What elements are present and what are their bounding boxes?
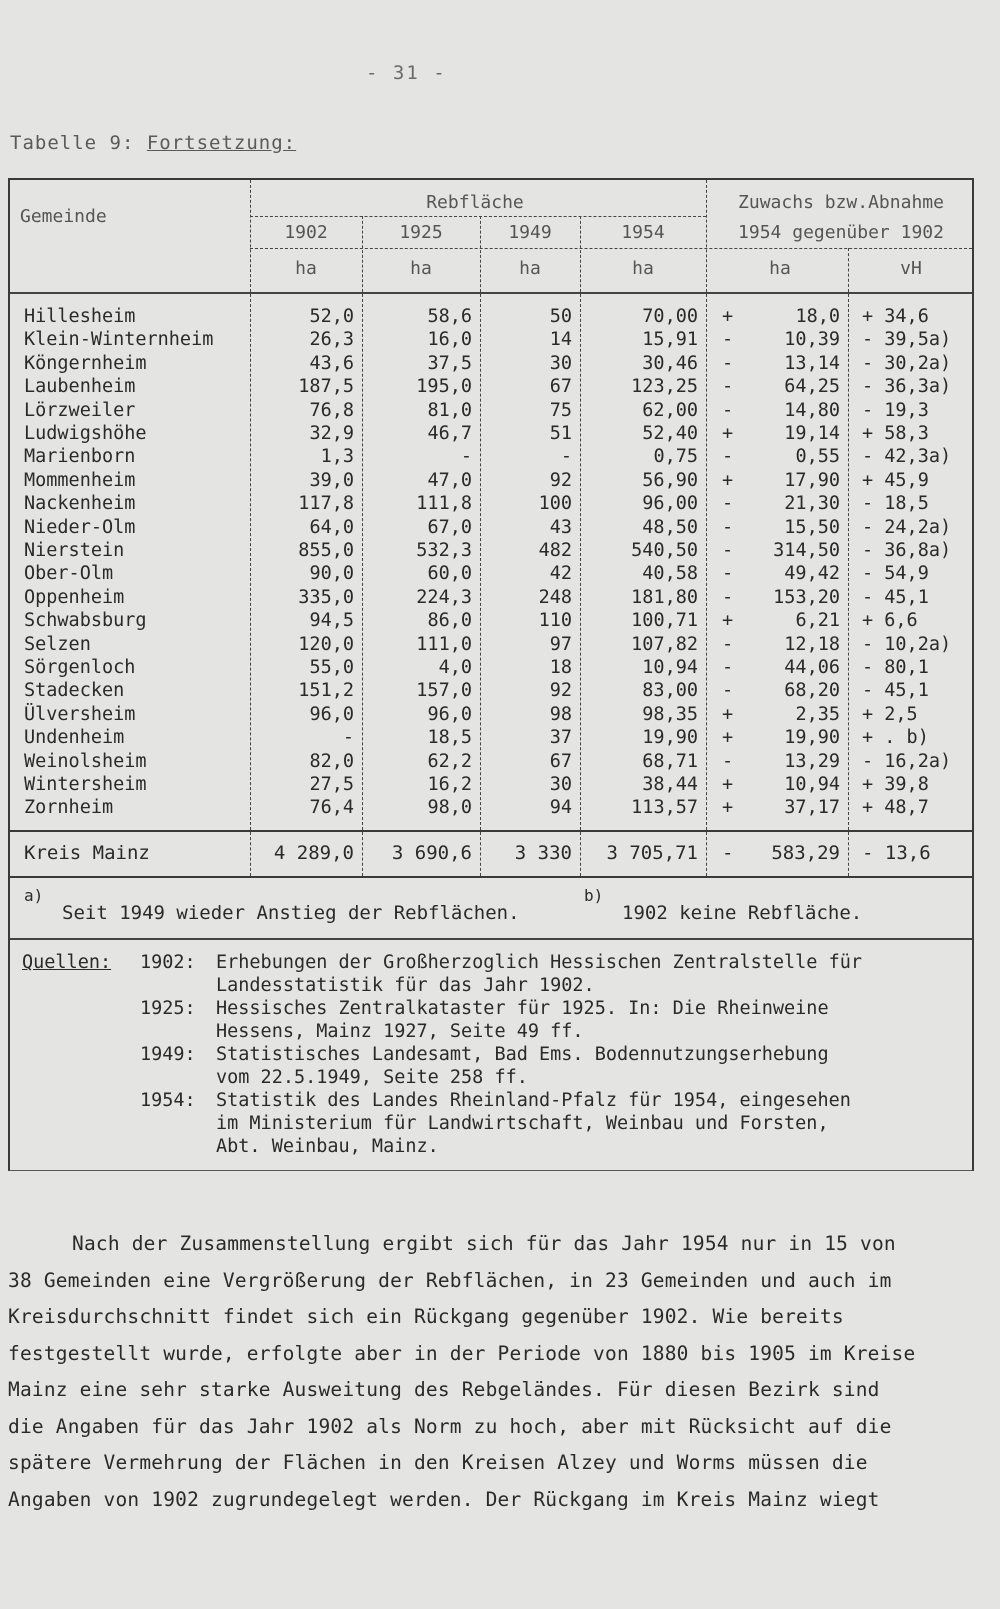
cell-ha: 10,39 bbox=[784, 329, 840, 351]
cell-sign: - bbox=[722, 750, 734, 772]
cell-v1949: 18 bbox=[549, 657, 572, 678]
cell-ha: 153,20 bbox=[773, 586, 840, 608]
cell-sign: + bbox=[722, 469, 734, 491]
unit-ha-1925: ha bbox=[410, 258, 432, 279]
cell-ha: 6,21 bbox=[795, 610, 840, 632]
source-line: Landesstatistik für das Jahr 1902. bbox=[216, 975, 595, 996]
cell-v1902: 151,2 bbox=[298, 680, 354, 702]
cell-name: Mommenheim bbox=[24, 469, 136, 491]
cell-v1949: 37 bbox=[549, 727, 572, 749]
vineyard-table bbox=[8, 178, 974, 1171]
cell-vh: - 42,3a) bbox=[862, 446, 952, 468]
page-number: - 31 - bbox=[366, 62, 447, 84]
cell-sign: + bbox=[722, 306, 734, 327]
cell-name: Zornheim bbox=[24, 797, 114, 819]
unit-ha-1949: ha bbox=[519, 258, 541, 279]
header-year-1954: 1954 bbox=[621, 222, 665, 243]
cell-v1949: - bbox=[560, 446, 572, 468]
total-row bbox=[10, 830, 972, 878]
header-change-line2: 1954 gegenüber 1902 bbox=[738, 222, 944, 243]
source-line: im Ministerium für Landwirtschaft, Weinbau und Forsten, bbox=[216, 1113, 829, 1134]
table-row bbox=[10, 797, 972, 820]
cell-name: Nieder-Olm bbox=[24, 516, 136, 538]
cell-sign: + bbox=[722, 797, 734, 819]
cell-v1902: 335,0 bbox=[298, 586, 354, 608]
cell-ha: 13,14 bbox=[784, 352, 840, 374]
total-name: Kreis Mainz bbox=[24, 842, 150, 864]
paragraph-line: Kreisdurchschnitt findet sich ein Rückgang gegenüber 1902. Wie bereits bbox=[8, 1305, 844, 1328]
cell-v1902: 94,5 bbox=[309, 610, 354, 632]
col-divider bbox=[480, 216, 481, 292]
cell-sign: - bbox=[722, 680, 734, 702]
table-row bbox=[10, 423, 972, 446]
cell-vh: - 10,2a) bbox=[862, 633, 952, 655]
cell-v1902: 76,4 bbox=[309, 797, 354, 819]
col-divider bbox=[250, 180, 251, 292]
col-divider bbox=[362, 216, 363, 292]
table-caption bbox=[10, 132, 296, 154]
table-row bbox=[10, 376, 972, 399]
cell-v1925: 96,0 bbox=[427, 703, 472, 725]
cell-v1949: 110 bbox=[538, 610, 572, 632]
paragraph-line: festgestellt wurde, erfolgte aber in der Periode von 1880 bis 1905 im Kreise bbox=[8, 1341, 916, 1365]
unit-ha-change: ha bbox=[769, 258, 791, 279]
cell-sign: + bbox=[722, 610, 734, 632]
table-row bbox=[10, 353, 972, 376]
cell-v1902: 43,6 bbox=[309, 352, 354, 374]
cell-sign: - bbox=[722, 352, 734, 374]
total-ha: 583,29 bbox=[771, 842, 840, 864]
cell-v1949: 67 bbox=[549, 376, 572, 398]
total-1949: 3 330 bbox=[514, 842, 572, 864]
cell-vh: + 34,6 bbox=[862, 306, 929, 327]
cell-v1925: 532,3 bbox=[416, 540, 472, 561]
cell-v1902: 90,0 bbox=[309, 563, 354, 585]
unit-ha-1954: ha bbox=[632, 258, 654, 279]
cell-ha: 2,35 bbox=[795, 703, 840, 725]
cell-v1925: 16,2 bbox=[427, 774, 472, 795]
unit-vh-change: vH bbox=[900, 258, 922, 279]
cell-sign: - bbox=[722, 376, 734, 398]
cell-v1902: 76,8 bbox=[309, 399, 354, 421]
cell-v1949: 51 bbox=[549, 423, 572, 444]
cell-v1902: 26,3 bbox=[309, 329, 354, 351]
col-divider bbox=[250, 832, 251, 876]
cell-v1954: 98,35 bbox=[642, 703, 698, 725]
source-line: Statistisches Landesamt, Bad Ems. Bodennutzungserhebung bbox=[216, 1044, 829, 1065]
cell-v1949: 248 bbox=[538, 586, 572, 608]
cell-sign: - bbox=[722, 633, 734, 655]
cell-ha: 10,94 bbox=[784, 774, 840, 795]
cell-v1925: 81,0 bbox=[427, 399, 472, 421]
cell-ha: 68,20 bbox=[784, 680, 840, 702]
cell-v1954: 56,90 bbox=[642, 469, 698, 491]
table-row bbox=[10, 517, 972, 540]
cell-v1902: 27,5 bbox=[309, 774, 354, 795]
cell-name: Wintersheim bbox=[24, 774, 147, 795]
footnote-b-text: 1902 keine Rebfläche. bbox=[622, 902, 863, 924]
cell-vh: - 18,5 bbox=[862, 493, 929, 515]
cell-v1954: 181,80 bbox=[631, 586, 698, 608]
cell-v1925: - bbox=[460, 446, 472, 468]
cell-v1925: 58,6 bbox=[427, 306, 472, 327]
cell-v1902: - bbox=[342, 727, 354, 749]
cell-vh: - 36,8a) bbox=[862, 540, 952, 561]
cell-v1902: 64,0 bbox=[309, 516, 354, 538]
cell-v1925: 4,0 bbox=[438, 657, 472, 678]
cell-vh: + 48,7 bbox=[862, 797, 929, 819]
cell-sign: + bbox=[722, 703, 734, 725]
cell-v1902: 187,5 bbox=[298, 376, 354, 398]
cell-v1954: 40,58 bbox=[642, 563, 698, 585]
cell-v1902: 32,9 bbox=[309, 423, 354, 444]
cell-vh: - 19,3 bbox=[862, 399, 929, 421]
cell-v1949: 97 bbox=[549, 633, 572, 655]
source-year: 1954: bbox=[140, 1090, 196, 1111]
cell-v1949: 100 bbox=[538, 493, 572, 515]
caption-text: Fortsetzung: bbox=[146, 132, 297, 154]
cell-v1902: 855,0 bbox=[298, 540, 354, 561]
cell-sign: - bbox=[722, 586, 734, 608]
cell-v1949: 67 bbox=[549, 750, 572, 772]
cell-name: Hillesheim bbox=[24, 306, 136, 327]
total-1925: 3 690,6 bbox=[391, 842, 472, 864]
cell-v1925: 195,0 bbox=[416, 376, 472, 398]
cell-v1902: 96,0 bbox=[309, 703, 354, 725]
table-sources bbox=[10, 940, 972, 1170]
header-gemeinde: Gemeinde bbox=[20, 206, 107, 227]
cell-v1949: 30 bbox=[549, 774, 572, 795]
cell-vh: + 58,3 bbox=[862, 423, 929, 444]
total-1954: 3 705,71 bbox=[606, 842, 698, 864]
col-divider bbox=[580, 832, 581, 876]
cell-v1925: 111,0 bbox=[416, 633, 472, 655]
cell-v1925: 86,0 bbox=[427, 610, 472, 632]
table-footnotes bbox=[10, 878, 972, 940]
cell-v1925: 46,7 bbox=[427, 423, 472, 444]
table-row bbox=[10, 610, 972, 633]
footnote-b-mark: b) bbox=[584, 886, 604, 905]
cell-v1949: 42 bbox=[549, 563, 572, 585]
cell-vh: + 6,6 bbox=[862, 610, 918, 632]
table-row bbox=[10, 727, 972, 750]
cell-name: Weinolsheim bbox=[24, 750, 147, 772]
cell-sign: - bbox=[722, 563, 734, 585]
cell-v1954: 62,00 bbox=[642, 399, 698, 421]
table-row bbox=[10, 634, 972, 657]
cell-ha: 64,25 bbox=[784, 376, 840, 398]
cell-name: Schwabsburg bbox=[24, 610, 147, 632]
table-row bbox=[10, 704, 972, 727]
cell-v1954: 38,44 bbox=[642, 774, 698, 795]
cell-vh: - 39,5a) bbox=[862, 329, 952, 351]
table-row bbox=[10, 329, 972, 352]
cell-v1949: 482 bbox=[538, 540, 572, 561]
cell-vh: + 39,8 bbox=[862, 774, 929, 795]
table-row bbox=[10, 470, 972, 493]
cell-ha: 44,06 bbox=[784, 657, 840, 678]
cell-v1902: 82,0 bbox=[309, 750, 354, 772]
cell-name: Stadecken bbox=[24, 680, 125, 702]
total-1902: 4 289,0 bbox=[273, 842, 354, 864]
cell-name: Ülversheim bbox=[24, 703, 136, 725]
table-row bbox=[10, 493, 972, 516]
paragraph-line: spätere Vermehrung der Flächen in den Kreisen Alzey und Worms müssen die bbox=[8, 1451, 868, 1474]
cell-v1902: 55,0 bbox=[309, 657, 354, 678]
cell-v1925: 37,5 bbox=[427, 352, 472, 374]
table-row bbox=[10, 446, 972, 469]
cell-sign: - bbox=[722, 329, 734, 351]
header-change-line1: Zuwachs bzw.Abnahme bbox=[738, 192, 944, 213]
header-year-1925: 1925 bbox=[399, 222, 443, 243]
cell-v1949: 14 bbox=[549, 329, 572, 351]
table-row bbox=[10, 400, 972, 423]
cell-v1925: 224,3 bbox=[416, 586, 472, 608]
cell-sign: - bbox=[722, 540, 734, 561]
source-year: 1902: bbox=[140, 952, 196, 973]
total-vh: - 13,6 bbox=[862, 842, 931, 864]
cell-vh: + 2,5 bbox=[862, 703, 918, 725]
cell-v1925: 16,0 bbox=[427, 329, 472, 351]
cell-sign: + bbox=[722, 423, 734, 444]
cell-ha: 17,90 bbox=[784, 469, 840, 491]
header-rebflaeche: Rebfläche bbox=[426, 192, 524, 213]
cell-v1902: 1,3 bbox=[320, 446, 354, 468]
cell-name: Nackenheim bbox=[24, 493, 136, 515]
cell-v1949: 75 bbox=[549, 399, 572, 421]
cell-v1925: 62,2 bbox=[427, 750, 472, 772]
paragraph-line: die Angaben für das Jahr 1902 als Norm zu hoch, aber mit Rücksicht auf die bbox=[8, 1414, 892, 1438]
cell-v1949: 30 bbox=[549, 352, 572, 374]
source-line: Erhebungen der Großherzoglich Hessischen Zentralstelle für bbox=[216, 952, 863, 973]
cell-sign: - bbox=[722, 399, 734, 421]
cell-v1949: 92 bbox=[549, 680, 572, 702]
source-line: Abt. Weinbau, Mainz. bbox=[216, 1136, 439, 1157]
table-row bbox=[10, 306, 972, 329]
cell-v1954: 123,25 bbox=[631, 376, 698, 398]
cell-name: Undenheim bbox=[24, 727, 125, 749]
row-divider bbox=[250, 216, 706, 217]
cell-sign: + bbox=[722, 727, 734, 749]
col-divider bbox=[480, 832, 481, 876]
cell-name: Laubenheim bbox=[24, 376, 136, 398]
cell-v1925: 18,5 bbox=[427, 727, 472, 749]
cell-ha: 21,30 bbox=[784, 493, 840, 515]
cell-name: Marienborn bbox=[24, 446, 136, 468]
cell-name: Sörgenloch bbox=[24, 657, 136, 678]
cell-vh: - 30,2a) bbox=[862, 352, 952, 374]
cell-sign: - bbox=[722, 446, 734, 468]
cell-sign: - bbox=[722, 657, 734, 678]
cell-v1925: 47,0 bbox=[427, 469, 472, 491]
cell-name: Oppenheim bbox=[24, 586, 125, 608]
cell-v1954: 19,90 bbox=[642, 727, 698, 749]
footnote-a-text: Seit 1949 wieder Anstieg der Rebflächen. bbox=[62, 902, 520, 924]
cell-v1902: 117,8 bbox=[298, 493, 354, 515]
unit-ha-1902: ha bbox=[295, 258, 317, 279]
cell-v1954: 100,71 bbox=[631, 610, 698, 632]
cell-ha: 18,0 bbox=[795, 306, 840, 327]
col-divider bbox=[362, 832, 363, 876]
header-year-1949: 1949 bbox=[508, 222, 552, 243]
cell-vh: - 16,2a) bbox=[862, 750, 952, 772]
cell-vh: + . b) bbox=[862, 727, 929, 749]
cell-v1954: 0,75 bbox=[653, 446, 698, 468]
cell-vh: - 36,3a) bbox=[862, 376, 952, 398]
cell-v1954: 52,40 bbox=[642, 423, 698, 444]
cell-vh: - 45,1 bbox=[862, 680, 929, 702]
cell-v1954: 96,00 bbox=[642, 493, 698, 515]
cell-name: Lörzweiler bbox=[24, 399, 136, 421]
paragraph-line: Angaben von 1902 zugrundegelegt werden. Der Rückgang im Kreis Mainz wiegt bbox=[8, 1487, 880, 1511]
row-divider bbox=[250, 248, 972, 249]
cell-v1954: 107,82 bbox=[631, 633, 698, 655]
paragraph-line: Mainz eine sehr starke Ausweitung des Rebgeländes. Für diesen Bezirk sind bbox=[8, 1378, 880, 1401]
cell-name: Selzen bbox=[24, 633, 91, 655]
col-divider bbox=[848, 248, 849, 292]
cell-sign: - bbox=[722, 493, 734, 515]
cell-ha: 0,55 bbox=[795, 446, 840, 468]
paragraph-line: Nach der Zusammenstellung ergibt sich für das Jahr 1954 nur in 15 von bbox=[72, 1232, 896, 1255]
table-header bbox=[10, 180, 972, 294]
body-paragraph bbox=[8, 1226, 968, 1518]
cell-ha: 37,17 bbox=[784, 797, 840, 819]
cell-v1902: 39,0 bbox=[309, 469, 354, 491]
paragraph-line: 38 Gemeinden eine Vergrößerung der Rebflächen, in 23 Gemeinden und auch im bbox=[8, 1268, 892, 1292]
table-row bbox=[10, 680, 972, 703]
table-row bbox=[10, 563, 972, 586]
sources-label: Quellen: bbox=[22, 952, 112, 973]
cell-v1954: 48,50 bbox=[642, 516, 698, 538]
cell-ha: 19,14 bbox=[784, 423, 840, 444]
cell-vh: - 80,1 bbox=[862, 657, 929, 678]
cell-v1925: 111,8 bbox=[416, 493, 472, 515]
footnote-a-mark: a) bbox=[24, 886, 44, 905]
col-divider bbox=[580, 216, 581, 292]
cell-name: Klein-Winternheim bbox=[24, 329, 214, 351]
cell-v1949: 43 bbox=[549, 516, 572, 538]
table-body bbox=[10, 294, 972, 830]
cell-sign: - bbox=[722, 516, 734, 538]
cell-v1949: 50 bbox=[549, 306, 572, 327]
table-row bbox=[10, 587, 972, 610]
source-line: Statistik des Landes Rheinland-Pfalz für 1954, eingesehen bbox=[216, 1090, 851, 1111]
source-line: vom 22.5.1949, Seite 258 ff. bbox=[216, 1067, 528, 1088]
cell-v1954: 70,00 bbox=[642, 306, 698, 327]
caption-label: Tabelle 9: bbox=[10, 132, 135, 154]
cell-sign: + bbox=[722, 774, 734, 795]
cell-vh: - 45,1 bbox=[862, 586, 929, 608]
source-year: 1925: bbox=[140, 998, 196, 1019]
cell-vh: - 54,9 bbox=[862, 563, 929, 585]
cell-ha: 14,80 bbox=[784, 399, 840, 421]
cell-v1925: 98,0 bbox=[427, 797, 472, 819]
cell-v1954: 113,57 bbox=[631, 797, 698, 819]
cell-v1925: 157,0 bbox=[416, 680, 472, 702]
cell-ha: 49,42 bbox=[784, 563, 840, 585]
source-line: Hessens, Mainz 1927, Seite 49 ff. bbox=[216, 1021, 584, 1042]
table-row bbox=[10, 657, 972, 680]
cell-vh: - 24,2a) bbox=[862, 516, 952, 538]
cell-v1949: 92 bbox=[549, 469, 572, 491]
cell-v1949: 98 bbox=[549, 703, 572, 725]
cell-ha: 13,29 bbox=[784, 750, 840, 772]
source-year: 1949: bbox=[140, 1044, 196, 1065]
col-divider bbox=[706, 180, 707, 292]
cell-v1954: 83,00 bbox=[642, 680, 698, 702]
col-divider bbox=[706, 832, 707, 876]
cell-ha: 19,90 bbox=[784, 727, 840, 749]
cell-v1954: 15,91 bbox=[642, 329, 698, 351]
col-divider bbox=[848, 832, 849, 876]
cell-v1954: 68,71 bbox=[642, 750, 698, 772]
cell-v1954: 10,94 bbox=[642, 657, 698, 678]
cell-name: Ludwigshöhe bbox=[24, 423, 147, 444]
cell-v1949: 94 bbox=[549, 797, 572, 819]
cell-v1902: 52,0 bbox=[309, 306, 354, 327]
cell-name: Köngernheim bbox=[24, 352, 147, 374]
cell-v1925: 67,0 bbox=[427, 516, 472, 538]
total-sign: - bbox=[722, 842, 734, 864]
cell-v1925: 60,0 bbox=[427, 563, 472, 585]
cell-v1954: 30,46 bbox=[642, 352, 698, 374]
cell-v1954: 540,50 bbox=[631, 540, 698, 561]
table-row bbox=[10, 774, 972, 797]
header-year-1902: 1902 bbox=[284, 222, 328, 243]
cell-vh: + 45,9 bbox=[862, 469, 929, 491]
cell-name: Ober-Olm bbox=[24, 563, 114, 585]
table-row bbox=[10, 751, 972, 774]
cell-name: Nierstein bbox=[24, 540, 125, 561]
cell-ha: 15,50 bbox=[784, 516, 840, 538]
cell-ha: 12,18 bbox=[784, 633, 840, 655]
table-row bbox=[10, 540, 972, 563]
source-line: Hessisches Zentralkataster für 1925. In: Die Rheinweine bbox=[216, 998, 829, 1019]
cell-ha: 314,50 bbox=[773, 540, 840, 561]
cell-v1902: 120,0 bbox=[298, 633, 354, 655]
